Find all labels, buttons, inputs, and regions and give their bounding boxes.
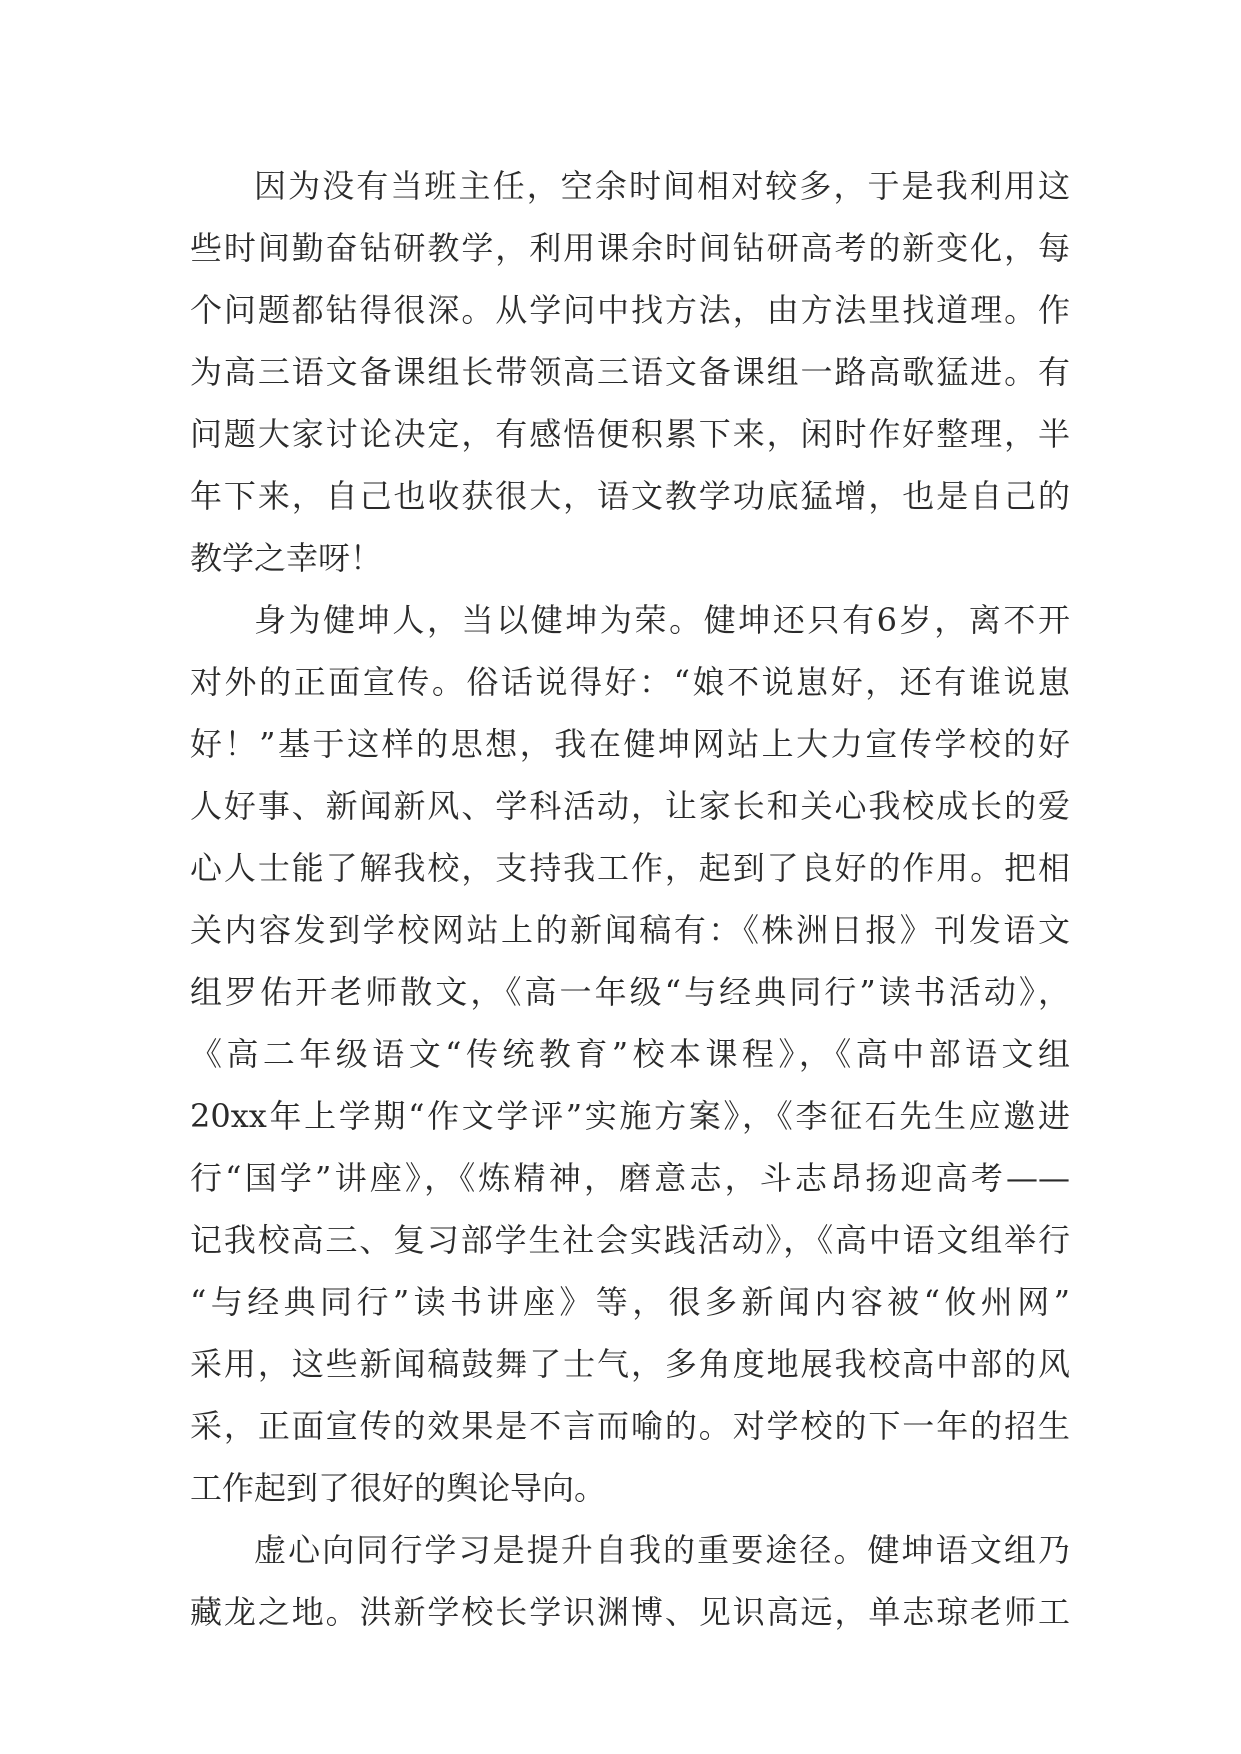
text-line: 个问题都钻得很深。从学问中找方法，由方法里找道理。作 [190, 291, 1070, 329]
text-line: 人好事、新闻新风、学科活动，让家长和关心我校成长的爱 [190, 787, 1070, 825]
text-line: 问题大家讨论决定，有感悟便积累下来，闲时作好整理，半 [190, 415, 1070, 453]
document-body [190, 155, 1070, 1643]
text-line: 工作起到了很好的舆论导向。 [190, 1469, 607, 1507]
text-line: 因为没有当班主任，空余时间相对较多，于是我利用这 [254, 167, 1070, 205]
text-line: 身为健坤人，当以健坤为荣。健坤还只有6岁，离不开 [254, 601, 1070, 639]
text-line: 行“国学”讲座》，《炼精神，磨意志，斗志昂扬迎高考—— [190, 1159, 1070, 1197]
text-line: 采，正面宣传的效果是不言而喻的。对学校的下一年的招生 [190, 1407, 1070, 1445]
text-line: 采用，这些新闻稿鼓舞了士气，多角度地展我校高中部的风 [190, 1345, 1070, 1383]
text-line: 些时间勤奋钻研教学，利用课余时间钻研高考的新变化，每 [190, 229, 1070, 267]
text-line: 组罗佑开老师散文，《高一年级“与经典同行”读书活动》， [190, 973, 1070, 1011]
text-line: 对外的正面宣传。俗话说得好：“娘不说崽好，还有谁说崽 [190, 663, 1070, 701]
text-line: 虚心向同行学习是提升自我的重要途径。健坤语文组乃 [254, 1531, 1070, 1569]
text-line: 好！”基于这样的思想，我在健坤网站上大力宣传学校的好 [190, 725, 1070, 763]
text-line: 为高三语文备课组长带领高三语文备课组一路高歌猛进。有 [190, 353, 1070, 391]
text-line: 心人士能了解我校，支持我工作，起到了良好的作用。把相 [190, 849, 1070, 887]
text-line: 20xx年上学期“作文学评”实施方案》，《李征石先生应邀进 [190, 1097, 1070, 1135]
text-line: 年下来，自己也收获很大，语文教学功底猛增，也是自己的 [190, 477, 1070, 515]
text-line: 关内容发到学校网站上的新闻稿有：《株洲日报》刊发语文 [190, 911, 1070, 949]
text-line: 《高二年级语文“传统教育”校本课程》，《高中部语文组 [190, 1035, 1070, 1073]
text-line: “与经典同行”读书讲座》等，很多新闻内容被“攸州网” [190, 1283, 1070, 1321]
text-line: 藏龙之地。洪新学校长学识渊博、见识高远，单志琼老师工 [190, 1593, 1070, 1631]
text-line: 记我校高三、复习部学生社会实践活动》，《高中语文组举行 [190, 1221, 1070, 1259]
text-line: 教学之幸呀！ [190, 539, 383, 577]
